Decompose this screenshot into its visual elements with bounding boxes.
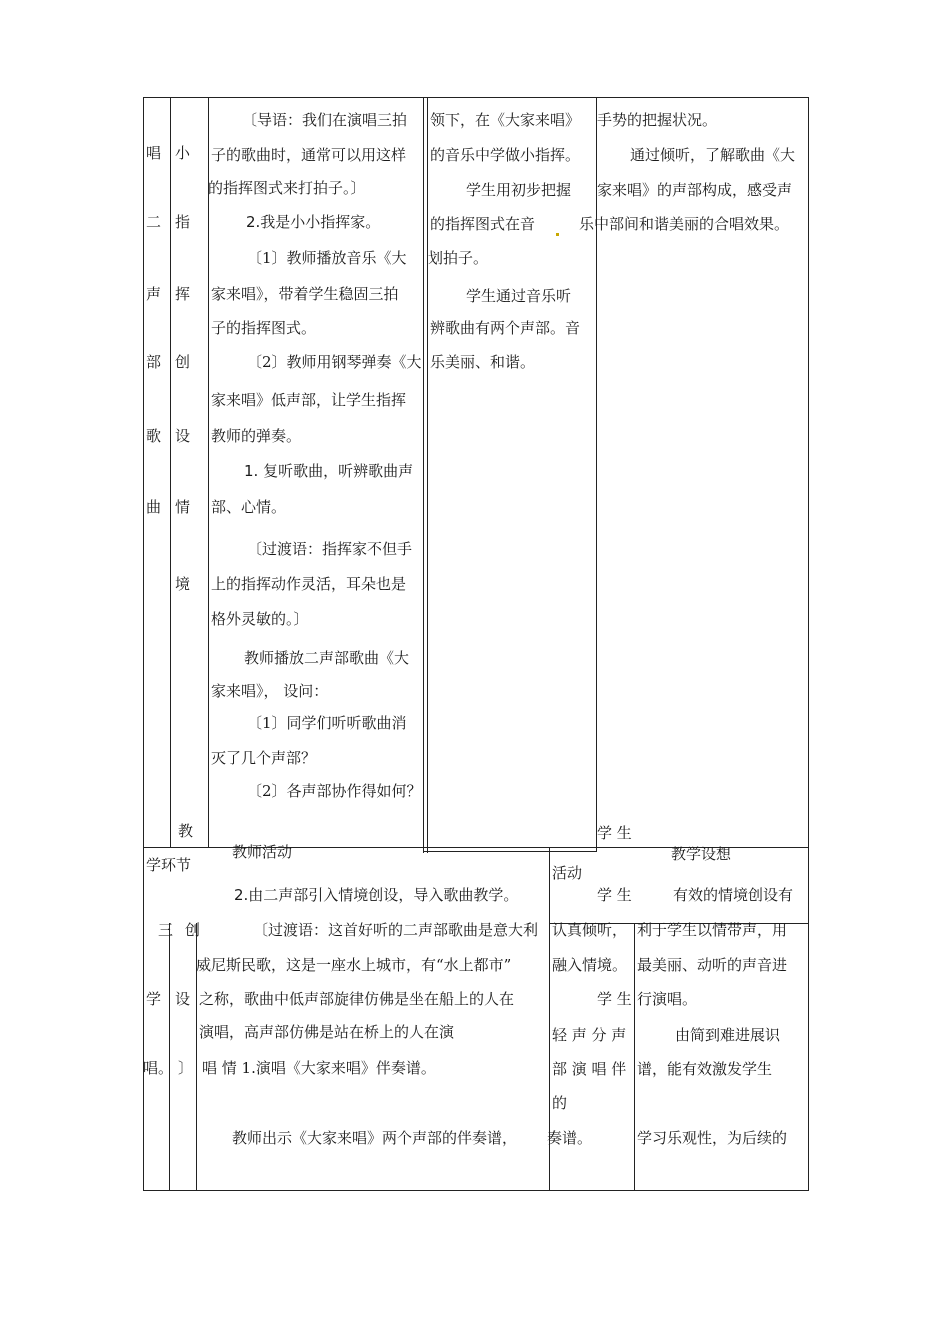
design-line: 最美丽、动听的声音进 bbox=[637, 956, 788, 974]
student-line: 部 演 唱 伴 bbox=[552, 1060, 627, 1078]
upper-col-divider-4 bbox=[427, 97, 428, 853]
student-line: 乐美丽、和谐。 bbox=[430, 353, 536, 371]
teacher-line: 上的指挥动作灵活，耳朵也是 bbox=[211, 575, 407, 593]
teacher-line: 威尼斯民歌，这是一座水上城市，有“水上都市” bbox=[196, 956, 512, 974]
upper-table-left-border bbox=[143, 97, 144, 847]
teacher-line: 之称，歌曲中低声部旋律仿佛是坐在船上的人在 bbox=[199, 990, 515, 1008]
teacher-line: 部、心情。 bbox=[211, 498, 287, 516]
lower-table-left-border bbox=[143, 847, 144, 1191]
student-line: 学生用初步把握 bbox=[466, 181, 572, 199]
teacher-line: 2.由二声部引入情境创设，导入歌曲教学。 bbox=[234, 886, 519, 904]
teacher-line: 〔过渡语：指挥家不但手 bbox=[247, 540, 413, 558]
student-line: 学生通过音乐听 bbox=[466, 287, 572, 305]
lower-col-a-char: 唱。 bbox=[143, 1059, 174, 1077]
teacher-line: 〔2〕教师用钢琴弹奏《大 bbox=[247, 353, 422, 371]
upper-col-a-char: 声 bbox=[146, 285, 162, 303]
design-line: 乐中部间和谐美丽的合唱效果。 bbox=[579, 215, 790, 233]
lower-col-a-char: 学 bbox=[146, 990, 162, 1008]
design-line: 利于学生以情带声，用 bbox=[637, 921, 788, 939]
upper-col-divider-5 bbox=[596, 97, 597, 851]
lower-col-b-char: 创 bbox=[185, 921, 201, 939]
teacher-line: 唱 情 1.演唱《大家来唱》伴奏谱。 bbox=[202, 1059, 436, 1077]
teacher-line: 〔过渡语：这首好听的二声部歌曲是意大利 bbox=[253, 921, 539, 939]
student-line: 奏谱。 bbox=[547, 1129, 593, 1147]
upper-col-a-char: 歌 bbox=[146, 427, 162, 445]
header-teaching-stage: 学环节 bbox=[146, 856, 192, 874]
header-teacher-activity: 教师活动 bbox=[232, 843, 293, 861]
upper-col-b-char: 情 bbox=[175, 498, 191, 516]
student-line: 的 bbox=[552, 1094, 568, 1112]
lower-col-b-char: 设 bbox=[175, 990, 191, 1008]
upper-col-b-char: 设 bbox=[175, 427, 191, 445]
upper-col-b-char: 小 bbox=[175, 144, 191, 162]
design-line: 有效的情境创设有 bbox=[673, 886, 794, 904]
upper-col-b-bottom-char: 教 bbox=[178, 822, 194, 840]
teacher-line: 家来唱》低声部，让学生指挥 bbox=[211, 391, 407, 409]
student-line: 轻 声 分 声 bbox=[552, 1026, 627, 1044]
upper-col-divider-1 bbox=[170, 97, 171, 847]
design-line: 学习乐观性，为后续的 bbox=[637, 1129, 788, 1147]
upper-inner-bottom-border bbox=[423, 851, 597, 852]
upper-col-a-char: 部 bbox=[146, 353, 162, 371]
student-line: 融入情境。 bbox=[552, 956, 628, 974]
upper-table-right-border bbox=[808, 97, 809, 848]
lower-table-right-border bbox=[808, 847, 809, 1191]
teacher-line: 家来唱》， 设问： bbox=[211, 682, 329, 700]
design-line: 谱，能有效激发学生 bbox=[637, 1060, 773, 1078]
upper-col-b-char: 指 bbox=[175, 213, 191, 231]
design-line: 家来唱》的声部构成，感受声 bbox=[597, 181, 793, 199]
lower-table-bottom-border bbox=[143, 1190, 809, 1191]
design-line: 由简到难进展识 bbox=[675, 1026, 781, 1044]
lower-col-b-char: 〕 bbox=[178, 1059, 194, 1077]
student-line: 的音乐中学做小指挥。 bbox=[430, 146, 581, 164]
upper-table-top-border bbox=[143, 97, 809, 98]
teacher-line: 〔1〕同学们听听歌曲消 bbox=[247, 714, 407, 732]
upper-col-divider-2 bbox=[208, 97, 209, 847]
upper-col-a-char: 唱 bbox=[146, 144, 162, 162]
student-line: 认真倾听， bbox=[552, 921, 628, 939]
teacher-line: 〔1〕教师播放音乐《大 bbox=[247, 249, 407, 267]
teacher-line: 家来唱》，带着学生稳固三拍 bbox=[211, 285, 399, 303]
header-student-activity: 活动 bbox=[552, 864, 583, 882]
student-line: 学 生 bbox=[597, 886, 632, 904]
student-line: 划拍子。 bbox=[428, 249, 489, 267]
upper-col-b-char: 挥 bbox=[175, 285, 191, 303]
teacher-line: 2.我是小小指挥家。 bbox=[246, 213, 381, 231]
upper-col-a-char: 曲 bbox=[146, 498, 162, 516]
header-design-intent: 教学设想 bbox=[671, 845, 732, 863]
upper-col-b-char: 境 bbox=[175, 575, 191, 593]
teacher-line: 〔导语：我们在演唱三拍 bbox=[242, 111, 408, 129]
teacher-line: 教师的弹奏。 bbox=[211, 427, 302, 445]
teacher-line: 教师播放二声部歌曲《大 bbox=[244, 649, 410, 667]
design-line: 行演唱。 bbox=[637, 990, 698, 1008]
teacher-line: 教师出示《大家来唱》两个声部的伴奏谱， bbox=[232, 1129, 518, 1147]
lower-col-divider-4 bbox=[634, 923, 635, 1191]
lower-col-a-char: 三 bbox=[158, 921, 174, 939]
student-line: 领下，在《大家来唱》 bbox=[430, 111, 581, 129]
student-line: 学 生 bbox=[597, 990, 632, 1008]
teacher-line: 〔2〕各声部协作得如何？ bbox=[247, 782, 422, 800]
design-line: 通过倾听，了解歌曲《大 bbox=[630, 146, 796, 164]
student-line: 的指挥图式在音 bbox=[430, 215, 536, 233]
teacher-line: 1. 复听歌曲，听辨歌曲声 bbox=[244, 462, 414, 480]
upper-col-a-char: 二 bbox=[146, 213, 162, 231]
upper-col-b-char: 创 bbox=[175, 353, 191, 371]
teacher-line: 灭了几个声部？ bbox=[211, 749, 317, 767]
teacher-line: 格外灵敏的。〕 bbox=[211, 610, 309, 628]
upper-col-divider-3 bbox=[423, 97, 424, 853]
yellow-mark bbox=[556, 233, 559, 236]
student-line: 辨歌曲有两个声部。音 bbox=[430, 319, 581, 337]
lower-col-divider-1 bbox=[169, 923, 170, 1191]
design-line: 手势的把握状况。 bbox=[597, 111, 718, 129]
teacher-line: 的指挥图式来打拍子。〕 bbox=[208, 179, 366, 197]
teacher-line: 子的歌曲时，通常可以用这样 bbox=[211, 146, 407, 164]
teacher-line: 子的指挥图式。 bbox=[211, 319, 317, 337]
student-bottom-label: 学 生 bbox=[597, 824, 632, 842]
teacher-line: 演唱，高声部仿佛是站在桥上的人在演 bbox=[199, 1023, 455, 1041]
